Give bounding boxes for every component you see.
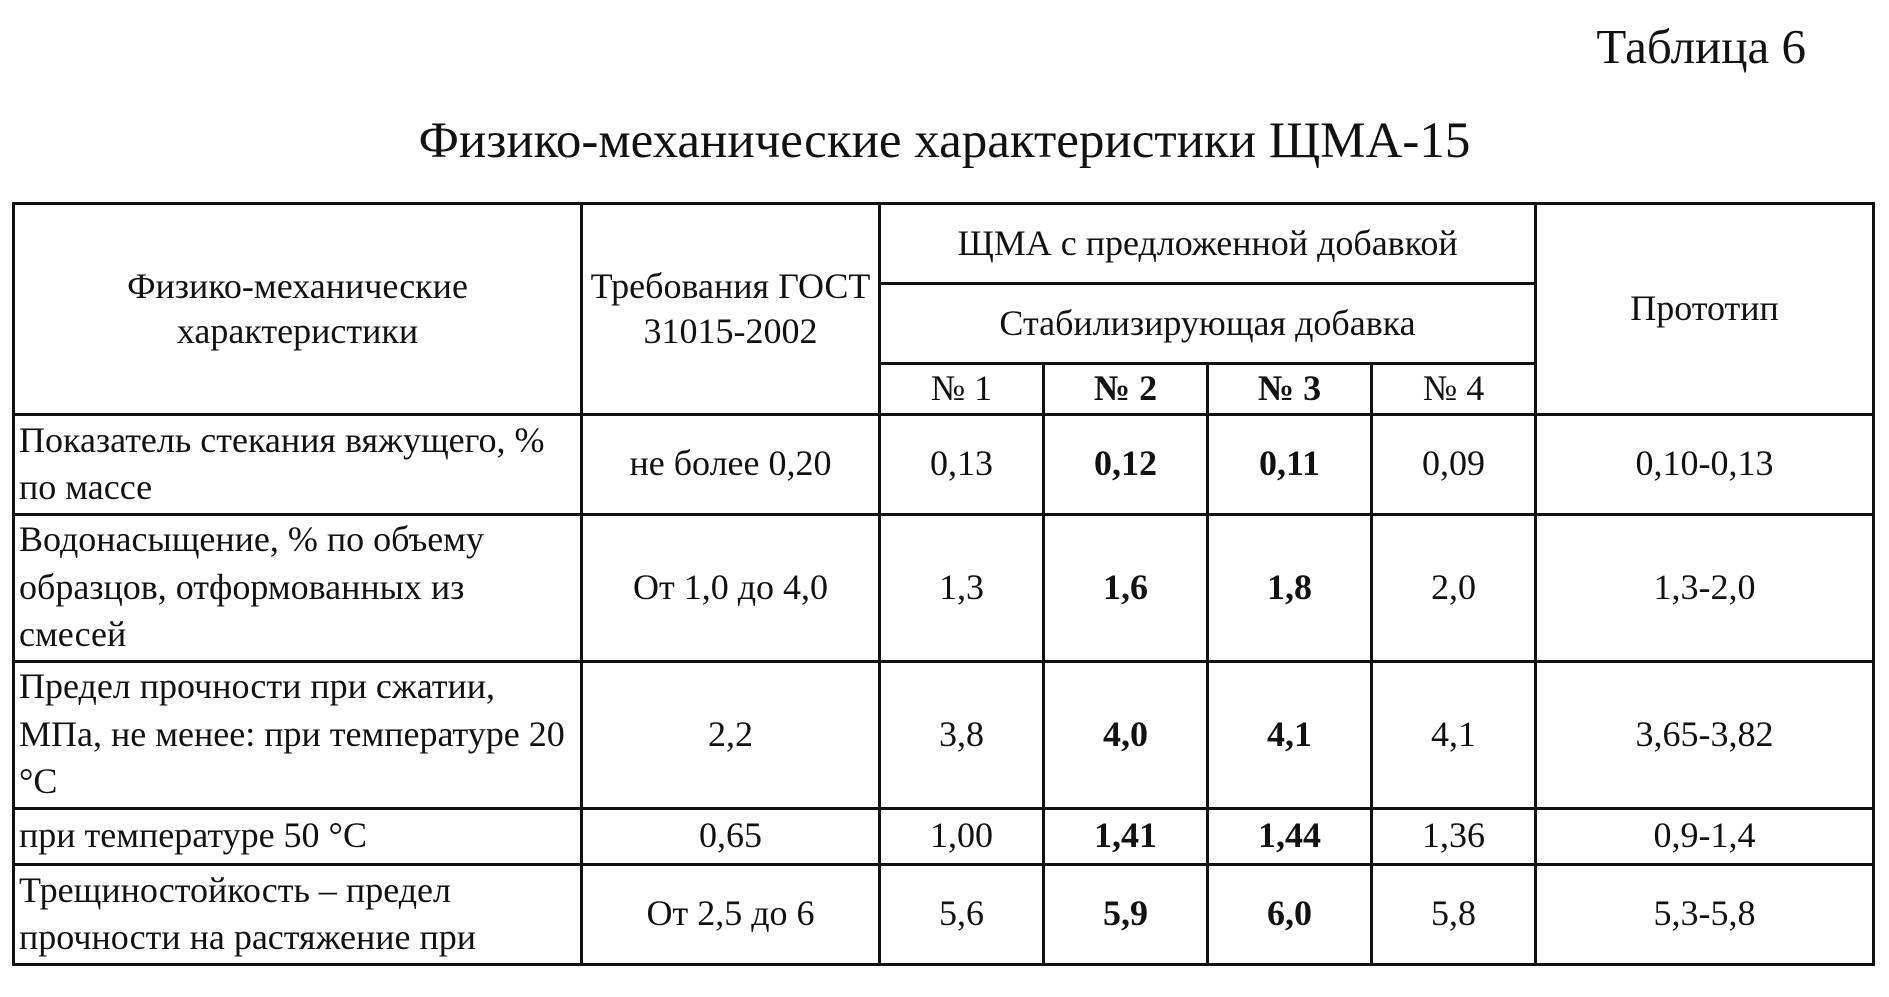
value-additive-1: 5,6 — [880, 864, 1044, 964]
row-label: Водонасыщение, % по объему образцов, отформованных из смесей — [14, 514, 582, 661]
table-row — [14, 661, 1874, 808]
table-row — [14, 514, 1874, 661]
header-property: Физико-механические характеристики — [14, 204, 582, 415]
value-additive-2: 1,41 — [1044, 808, 1208, 864]
value-prototype: 3,65-3,82 — [1536, 661, 1874, 808]
value-prototype: 5,3-5,8 — [1536, 864, 1874, 964]
value-additive-2: 4,0 — [1044, 661, 1208, 808]
gost-requirement: От 2,5 до 6 — [582, 864, 880, 964]
row-label: при температуре 50 °С — [14, 808, 582, 864]
value-prototype: 1,3-2,0 — [1536, 514, 1874, 661]
table-row — [14, 414, 1874, 514]
value-additive-1: 1,3 — [880, 514, 1044, 661]
value-additive-2: 1,6 — [1044, 514, 1208, 661]
document-title: Физико-механические характеристики ЩМА-15 — [418, 113, 1471, 169]
properties-table — [12, 202, 1875, 966]
table-number: Таблица 6 — [1596, 19, 1806, 74]
header-prototype: Прототип — [1536, 204, 1874, 415]
table-row — [14, 864, 1874, 964]
value-additive-4: 4,1 — [1372, 661, 1536, 808]
gost-requirement: 0,65 — [582, 808, 880, 864]
row-label: Трещиностойкость – предел прочности на растяжение при — [14, 864, 582, 964]
gost-requirement: От 1,0 до 4,0 — [582, 514, 880, 661]
value-prototype: 0,10-0,13 — [1536, 414, 1874, 514]
value-additive-2: 0,12 — [1044, 414, 1208, 514]
header-gost: Требования ГОСТ 31015-2002 — [582, 204, 880, 415]
gost-requirement: 2,2 — [582, 661, 880, 808]
value-additive-1: 0,13 — [880, 414, 1044, 514]
row-label: Показатель стекания вяжущего, % по массе — [14, 414, 582, 514]
value-additive-1: 3,8 — [880, 661, 1044, 808]
value-additive-4: 2,0 — [1372, 514, 1536, 661]
gost-requirement: не более 0,20 — [582, 414, 880, 514]
table-row — [14, 808, 1874, 864]
value-additive-3: 1,8 — [1208, 514, 1372, 661]
value-additive-3: 0,11 — [1208, 414, 1372, 514]
header-additive-2: № 2 — [1044, 364, 1208, 415]
value-additive-3: 6,0 — [1208, 864, 1372, 964]
value-additive-4: 0,09 — [1372, 414, 1536, 514]
header-stabilizing-additive: Стабилизирующая добавка — [880, 284, 1536, 364]
value-prototype: 0,9-1,4 — [1536, 808, 1874, 864]
header-sma-with-additive: ЩМА с предложенной добавкой — [880, 204, 1536, 284]
header-additive-4: № 4 — [1372, 364, 1536, 415]
value-additive-2: 5,9 — [1044, 864, 1208, 964]
value-additive-1: 1,00 — [880, 808, 1044, 864]
value-additive-4: 1,36 — [1372, 808, 1536, 864]
header-additive-1: № 1 — [880, 364, 1044, 415]
header-additive-3: № 3 — [1208, 364, 1372, 415]
row-label: Предел прочности при сжатии, МПа, не менее: при температуре 20 °С — [14, 661, 582, 808]
value-additive-3: 4,1 — [1208, 661, 1372, 808]
value-additive-3: 1,44 — [1208, 808, 1372, 864]
value-additive-4: 5,8 — [1372, 864, 1536, 964]
